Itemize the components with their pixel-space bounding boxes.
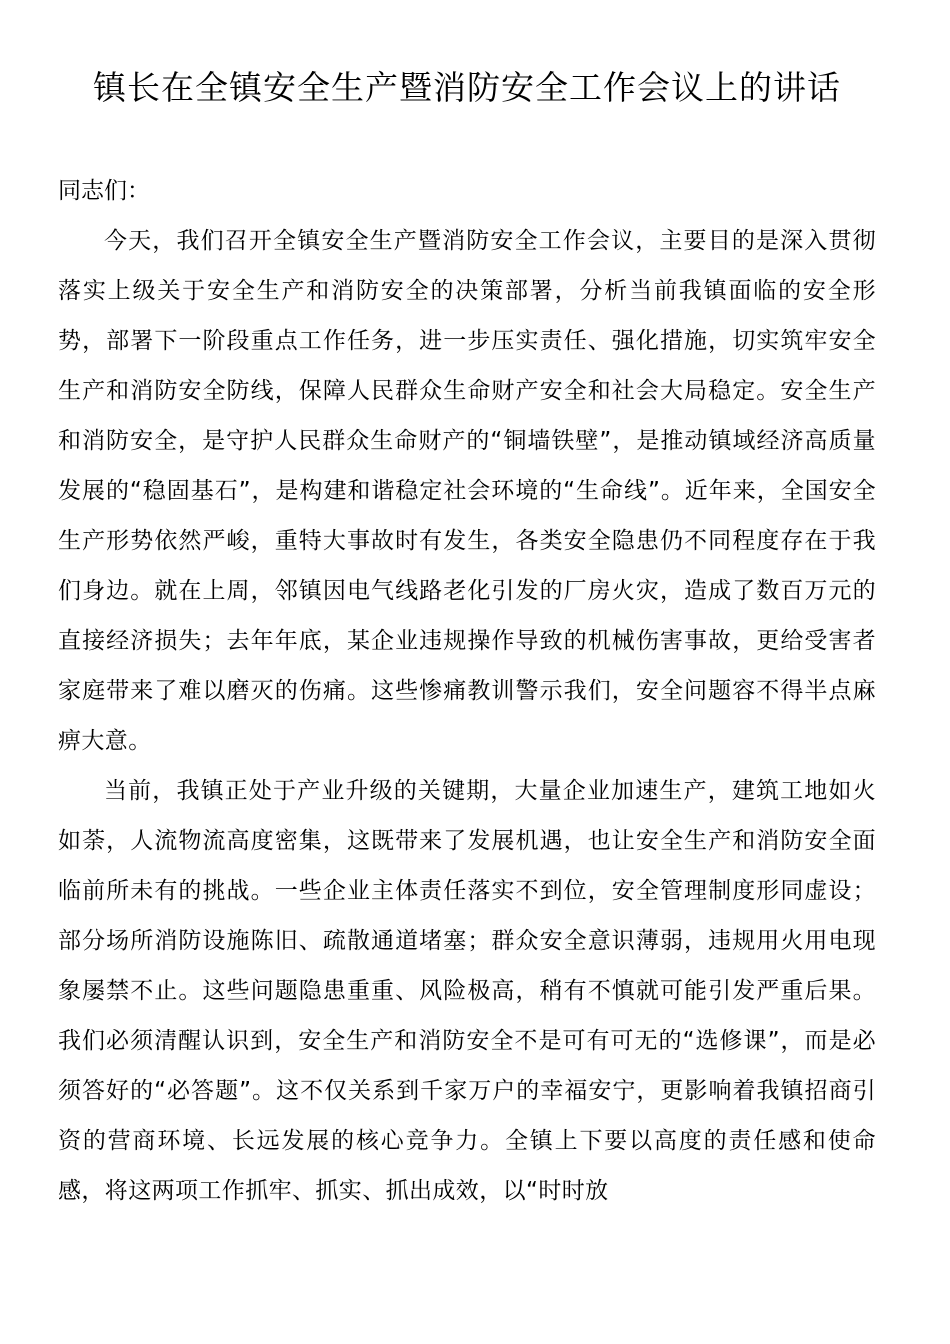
paragraph-2: 当前，我镇正处于产业升级的关键期，大量企业加速生产，建筑工地如火如荼，人流物流高度密集，这既带来了发展机遇，也让安全生产和消防安全面临前所未有的挑战。一些企业主体责任落实不到位，安全管理制度形同虚设；部分场所消防设施陈旧、疏散通道堵塞；群众安全意识薄弱，违规用火用电现象屡禁不止。这些问题隐患重重、风险极高，稍有不慎就可能引发严重后果。我们必须清醒认识到，安全生产和消防安全不是可有可无的“选修课”，而是必须答好的“必答题”。这不仅关系到千家万户的幸福安宁，更影响着我镇招商引资的营商环境、长远发展的核心竞争力。全镇上下要以高度的责任感和使命感，将这两项工作抓牢、抓实、抓出成效，以“时时放 [58,778,876,1204]
paragraph-1: 今天，我们召开全镇安全生产暨消防安全工作会议，主要目的是深入贯彻落实上级关于安全生产和消防安全的决策部署，分析当前我镇面临的安全形势，部署下一阶段重点工作任务，进一步压实责任、强化措施，切实筑牢安全生产和消防安全防线，保障人民群众生命财产安全和社会大局稳定。安全生产和消防安全，是守护人民群众生命财产的“铜墙铁壁”，是推动镇域经济高质量发展的“稳固基石”，是构建和谐稳定社会环境的“生命线”。近年来，全国安全生产形势依然严峻，重特大事故时有发生，各类安全隐患仍不同程度存在于我们身边。就在上周，邻镇因电气线路老化引发的厂房火灾，造成了数百万元的直接经济损失；去年年底，某企业违规操作导致的机械伤害事故，更给受害者家庭带来了难以磨灭的伤痛。这些惨痛教训警示我们，安全问题容不得半点麻痹大意。 [58,228,876,754]
greeting: 同志们： [58,178,150,204]
document-body [58,166,876,1216]
document-title: 镇长在全镇安全生产暨消防安全工作会议上的讲话 [93,68,841,107]
